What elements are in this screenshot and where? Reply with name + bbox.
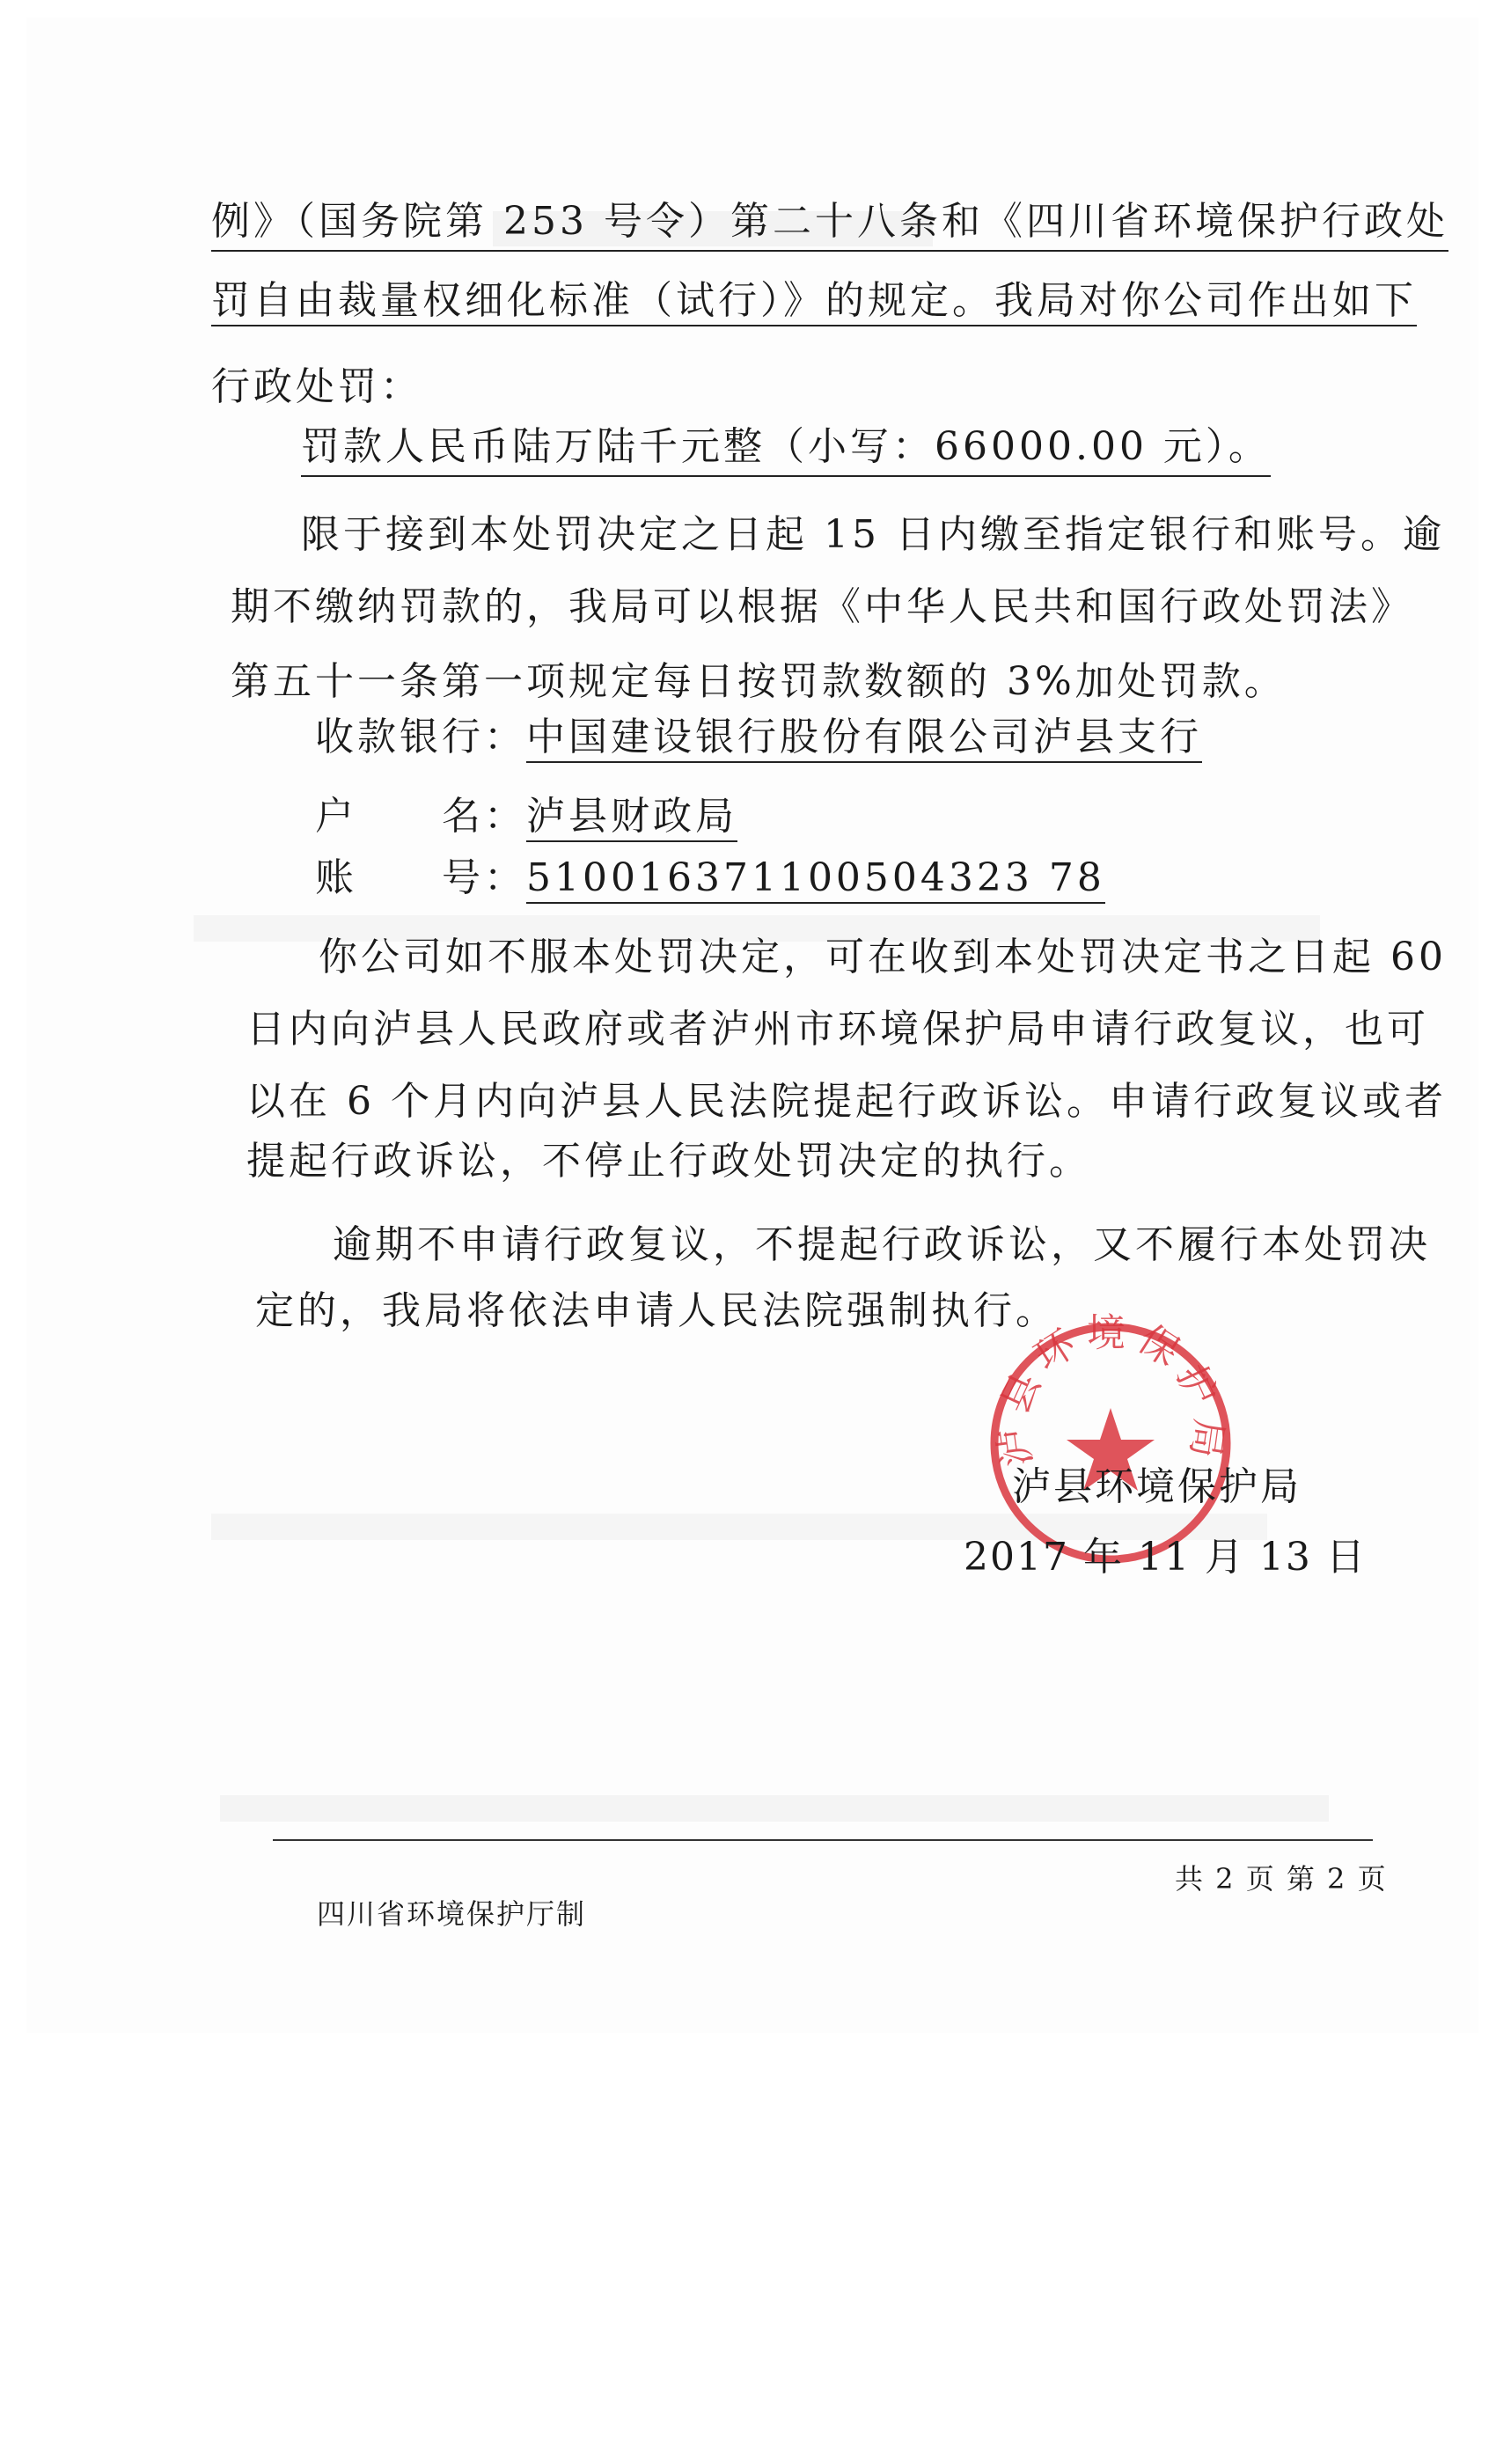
text-line bbox=[211, 275, 1417, 327]
account-value: 510016371100504323 78 bbox=[526, 855, 1105, 904]
account-label: 账 号： bbox=[315, 855, 526, 900]
issue-date: 2017 年 11 月 13 日 bbox=[964, 1535, 1367, 1580]
payee-value: 泸县财政局 bbox=[526, 794, 737, 842]
footer-divider bbox=[273, 1839, 1373, 1841]
issuing-organization: 泸县环境保护局 bbox=[1012, 1464, 1302, 1509]
bank-value: 中国建设银行股份有限公司泸县支行 bbox=[526, 715, 1202, 763]
text-line: 期不缴纳罚款的，我局可以根据《中华人民共和国行政处罚法》 bbox=[231, 584, 1413, 629]
text-line: 以在 6 个月内向泸县人民法院提起行政诉讼。申请行政复议或者 bbox=[246, 1079, 1447, 1124]
page-count: 共 2 页 第 2 页 bbox=[1175, 1862, 1388, 1896]
text-line: 逾期不申请行政复议，不提起行政诉讼，又不履行本处罚决 bbox=[333, 1222, 1431, 1267]
seal-text: 泸县环境保护局 bbox=[989, 1311, 1232, 1470]
bank-row bbox=[315, 711, 1202, 764]
underlined-text: 罚自由裁量权细化标准（试行）》的规定。我局对你公司作出如下 bbox=[211, 278, 1417, 326]
fine-amount-line: 罚款人民币陆万陆千元整（小写：66000.00 元）。 bbox=[301, 421, 1271, 477]
text-line: 例》（国务院第 253 号令）第二十八条和《四川省环境保护行政处 bbox=[211, 195, 1448, 252]
text-line: 限于接到本处罚决定之日起 15 日内缴至指定银行和账号。逾 bbox=[301, 512, 1445, 557]
form-issuer: 四川省环境保护厅制 bbox=[317, 1897, 587, 1931]
text-line: 行政处罚： bbox=[211, 364, 422, 409]
text-line: 你公司如不服本处罚决定，可在收到本处罚决定书之日起 60 bbox=[319, 935, 1447, 979]
bleed-through-mark bbox=[220, 1795, 1329, 1822]
payee-row bbox=[315, 790, 737, 843]
bank-label: 收款银行： bbox=[315, 715, 526, 759]
account-row bbox=[315, 852, 1105, 905]
text-line: 第五十一条第一项规定每日按罚款数额的 3%加处罚款。 bbox=[231, 659, 1287, 704]
text-line: 日内向泸县人民政府或者泸州市环境保护局申请行政复议，也可 bbox=[246, 1007, 1429, 1052]
payee-label: 户 名： bbox=[315, 794, 526, 839]
text-line: 提起行政诉讼，不停止行政处罚决定的执行。 bbox=[246, 1139, 1091, 1184]
text-line: 定的，我局将依法申请人民法院强制执行。 bbox=[255, 1288, 1058, 1333]
